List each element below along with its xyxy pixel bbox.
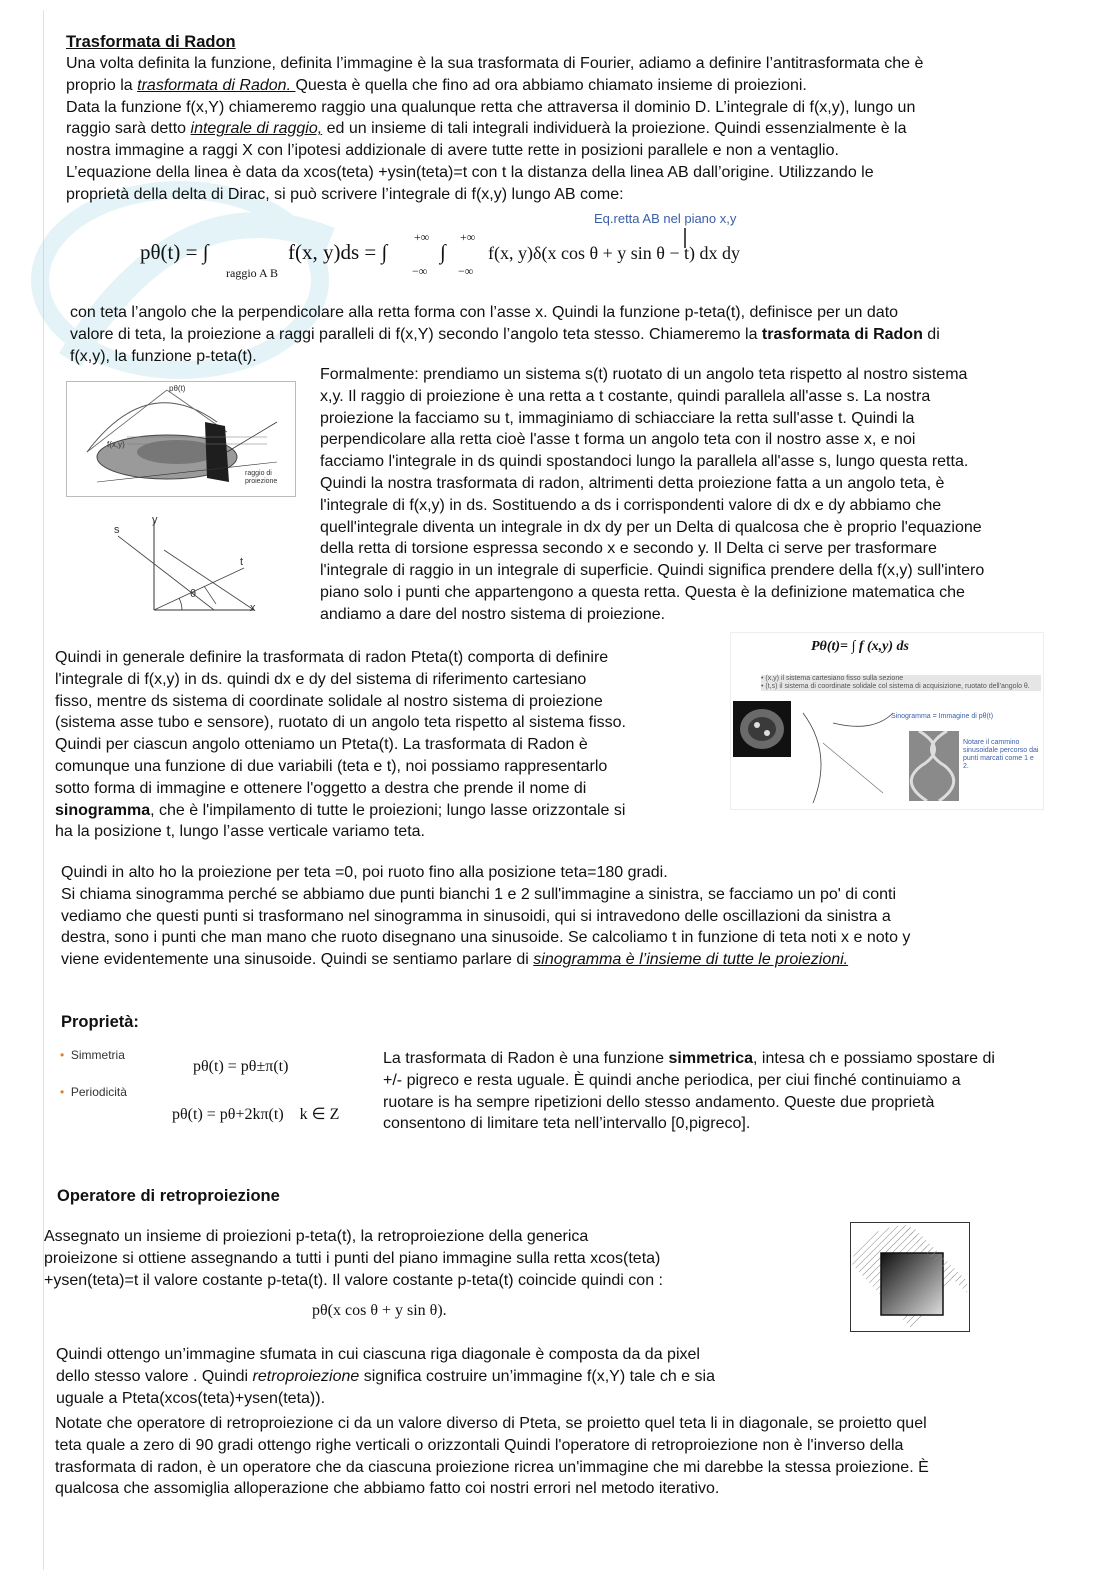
text-line [383,1048,1093,1070]
fig-axis-t: t [240,556,244,568]
text-span: ed un insieme di tali integrali individuerà la proiezione. Quindi essenzialmente è la [322,120,907,138]
fig-label-f: f(x,y) [107,440,125,449]
fig-sino-note: Notare il cammino sinusoidale percorso dai punti marcati come 1 e 2. [963,739,1039,770]
paragraph-intro [66,53,1076,206]
fig-label-pt: pθ(t) [169,384,186,393]
paragraph-theta [70,302,1080,367]
text-span: Questa è quella che fino ad ora abbiamo chiamato insieme di proiezioni. [295,76,807,94]
eq-limit-bot-1: −∞ [412,264,428,278]
fig-axis-s: s [114,524,120,536]
eq-limit-bot-2: −∞ [458,264,474,278]
eq-symmetry: pθ(t) = pθ±π(t) [193,1058,289,1075]
paragraph-backprojection [44,1226,804,1291]
text-line: Quindi in alto ho la proiezione per teta =0, poi ruoto fino alla posizione teta=180 gradi. [61,864,668,881]
text-span: , intesa ch e possiamo spostare di [753,1050,995,1067]
text-line: +/- pigreco e resta uguale. È quindi anche periodica, per ciui finché continuiamo a [383,1071,961,1089]
bullet-label: Simmetria [70,1048,125,1062]
text-line: l'integrale di f(x,y) in ds. Sostituendo a ds i corrispondenti valore di dx e dy abbiamo che [320,496,942,514]
paragraph-sinogram-2 [61,862,1081,971]
text-line: proiezione la facciamo su t, immaginiamo di schiacciare la retta sull'asse t. Quindi la [320,409,915,427]
text-line: l'integrale di raggio in un integrale di superficie. Quindi significa prendere della f(x,y) sull'intero [320,562,985,580]
fig-theta-label: θ [190,588,197,600]
backprojection-drawing [851,1223,969,1331]
sinogram-image [909,731,959,801]
term-link-sinogramma: sinogramma è l’insieme di tutte le proiezioni. [533,951,849,969]
text-line: Quindi in generale definire la trasformata di radon Pteta(t) comporta di definire [55,649,609,666]
fig-note: • (x,y) il sistema cartesiano fisso sulla sezione [761,675,904,682]
eq-periodicity: pθ(t) = pθ+2kπ(t) k ∈ Z [172,1106,340,1123]
text-span: proprio la [66,76,138,94]
text-line: Formalmente: prendiamo un sistema s(t) ruotato di un angolo teta rispetto al nostro sistema [320,366,968,383]
text-line: Quindi per ciascun angolo otteniamo un Pteta(t). La trasformata di Radon è [55,736,588,754]
text-line: L’equazione della linea è data da xcos(teta) +ysin(teta)=t con t la distanza della linea AB dall’origine. Utilizzando le [66,163,874,181]
paragraph-properties [383,1048,1093,1135]
fig-sino-label: Sinogramma = Immagine di pθ(t) [891,713,994,720]
text-line: destra, sono i punti che man mano che ruoto disegnano una sinusoide. Se calcoliamo t in funzione di teta noti x e noto y [61,929,911,947]
fig-sino-notes [761,675,1041,691]
text-line [66,118,1076,140]
text-line [70,324,1080,346]
bold-term: trasformata di Radon [761,325,923,343]
eq-lhs: pθ(t) = ∫ [140,240,209,264]
text-line: quell'integrale diventa un integrale in dx dy per un Delta di qualcosa che è proprio l'equazione [320,518,982,536]
text-line [66,75,1076,97]
sinogram-drawing [909,731,959,801]
text-line: della retta di torsione espressa secondo x e secondo y. Il Delta ci serve per trasformare [320,540,937,558]
eq-rhs: f(x, y)δ(x cos θ + y sin θ − t) dx dy [488,243,740,263]
text-line: Assegnato un insieme di proiezioni p-teta(t), la retroproiezione della generica [44,1228,589,1245]
text-line: qualcosa che assomiglia alloperazione che abbiamo fatto coi nostri errori nel metodo iterativo. [55,1480,720,1498]
text-line: (sistema asse tubo e sensore), ruotato di un angolo teta rispetto al sistema fisso. [55,714,626,732]
text-span: viene evidentemente una sinusoide. Quindi se sentiamo parlare di [61,951,534,969]
eq-limit-top-2: +∞ [460,230,476,244]
eq-middle: f(x, y)ds = ∫ [288,240,388,264]
text-line: Data la funzione f(x,Y) chiameremo raggio una qualunque retta che attraversa il dominio D. L’integrale di f(x,y), lungo un [66,98,916,116]
text-line: x,y. Il raggio di proiezione è una retta a t costante, quindi parallela all'asse s. La nostra [320,387,931,405]
text-line: l'integrale di f(x,y) in ds. quindi dx e dy del sistema di riferimento cartesiano [55,670,587,688]
text-line: teta quale a zero di 90 gradi ottengo righe verticali o orizzontali Quindi l'operatore di retroproiezione non è l'inverso della [55,1436,904,1454]
text-line: +ysen(teta)=t il valore costante p-teta(t). Il valore costante p-teta(t) coincide quindi con : [44,1271,663,1289]
paragraph-backprojection-3 [55,1413,1095,1500]
text-span: di [922,325,940,343]
eq-backprojection: pθ(x cos θ + y sin θ). [312,1302,447,1319]
bold-term-simmetrica: simmetrica [668,1050,754,1067]
figure-projection-3d [66,381,296,497]
text-line: Notate che operatore di retroproiezione ci da un valore diverso di Pteta, se proietto quel teta li in diagonale, se proietto quel [55,1415,927,1432]
ct-slice-drawing [733,701,791,757]
fig-note: • (t,s) il sistema di coordinate solidale col sistema di acquisizione, ruotato dell'angolo θ. [761,683,1030,690]
text-span: dello stesso valore . Quindi [56,1367,253,1385]
text-span: valore di teta, la proiezione a raggi paralleli di f(x,Y) secondo l’angolo teta stesso. Chiameremo la [70,325,762,343]
paragraph-sinogram [55,647,725,843]
ct-slice-image [733,701,791,757]
text-line: comunque una funzione di due variabili (teta e t), noi possiamo rappresentarlo [55,757,608,775]
text-line: piano solo i punti che appartengono a questa retta. Questa è la definizione matematica che [320,583,965,601]
text-line: Quindi la nostra trasformata di radon, altrimenti detta proiezione fatta a un angolo teta, è [320,474,945,492]
eq-subscript: raggio A B [226,266,279,280]
text-line: Quindi ottengo un’immagine sfumata in cui ciascuna riga diagonale è composta da da pixel [56,1346,700,1363]
figure-backprojection [850,1222,970,1332]
text-line: Si chiama sinogramma perché se abbiamo due punti bianchi 1 e 2 sull'immagine a sinistra, se facciamo un po' di conti [61,885,896,903]
text-line: ha la posizione t, lungo l’asse verticale variamo teta. [55,823,425,841]
figure-rotated-axes [104,510,264,620]
property-bullet-symmetry: • Simmetria [60,1048,125,1062]
text-span: , che è l'impilamento di tutte le proiezioni; lungo lasse orizzontale si [150,801,626,819]
text-line: f(x,y), la funzione p-teta(t). [70,347,257,365]
text-line: uguale a Pteta(xcos(teta)+ysen(teta)). [56,1389,326,1407]
section-title-radon: Trasformata di Radon [66,33,236,51]
bullet-label: Periodicità [70,1085,127,1099]
eq-integral-2: ∫ [440,240,446,264]
text-line: nostra immagine a raggi X con l’ipotesi addizionale di avere tutte rette in posizioni parallele e non a ventaglio. [66,142,839,160]
bold-term-sinogramma: sinogramma [55,801,151,819]
text-line: facciamo l'integrale in ds quindi spostandoci lungo la parallela all'asse s, lungo questa retta. [320,453,969,471]
text-line: andiamo a dare del nostro sistema di proiezione. [320,605,666,623]
eq-limit-top-1: +∞ [414,230,430,244]
text-line: proieizone si ottiene assegnando a tutti i punti del piano immagine sulla retta xcos(teta) [44,1249,661,1267]
fig-axis-y: y [152,514,158,526]
text-line: con teta l’angolo che la perpendicolare alla retta forma con l’asse x. Quindi la funzione p-teta(t), definisce per un dato [70,304,899,321]
text-line: ruotare is ha sempre ripetizioni dello stesso andamento. Queste due proprietà [383,1093,935,1111]
text-line: Una volta definita la funzione, definita l’immagine è la sua trasformata di Fourier, adiamo a definire l’antitrasformata che è [66,55,924,72]
property-bullet-periodicity: • Periodicità [60,1085,127,1099]
text-line [56,1366,836,1388]
text-line [55,800,725,822]
text-span: significa costruire un’immagine f(x,Y) tale ch e sia [359,1367,715,1385]
text-line: perpendicolare alla retta cioè l'asse t forma un angolo teta con il nostro asse x, e noi [320,431,916,449]
text-line: sotto forma di immagine e ottenere l'oggetto a destra che prende il nome di [55,779,587,797]
radon-equation [140,240,208,265]
section-title-properties: Proprietà: [61,1013,139,1031]
fig-label-raggio: raggio di proiezione [245,470,278,485]
text-line: trasformata di radon, è un operatore che da ciascuna proiezione ricrea un'immagine che mi darebbe la stessa proiezione. È [55,1458,929,1476]
italic-term-retroproiezione: retroproiezione [252,1367,360,1385]
text-line: fisso, mentre ds sistema di coordinate solidale al nostro sistema di proiezione [55,692,603,710]
paragraph-backprojection-2 [56,1344,836,1409]
text-line [61,949,1081,971]
term-link-radon: trasformata di Radon. [137,76,296,94]
text-line: proprietà della delta di Dirac, si può scrivere l’integrale di f(x,y) lungo AB come: [66,185,624,203]
term-link-integrale: integrale di raggio, [190,120,323,138]
paragraph-formal [320,364,1100,626]
eq-annotation: Eq.retta AB nel piano x,y [594,211,737,226]
projection-lines-drawing [793,693,903,809]
text-span: raggio sarà detto [66,120,191,138]
text-line: vediamo che questi punti si trasformano nel sinogramma in sinusoidi, qui si intravedono delle oscillazioni da sinistra a [61,907,891,925]
figure-sinogram [730,632,1044,810]
fig-sino-eq: Pθ(t)= ∫ f (x,y) ds [811,639,909,654]
fig-axis-x: x [250,602,256,614]
text-line: consentono di limitare teta nell’intervallo [0,pigreco]. [383,1115,751,1133]
text-span: La trasformata di Radon è una funzione [383,1050,669,1067]
section-title-backprojection: Operatore di retroproiezione [57,1187,280,1205]
